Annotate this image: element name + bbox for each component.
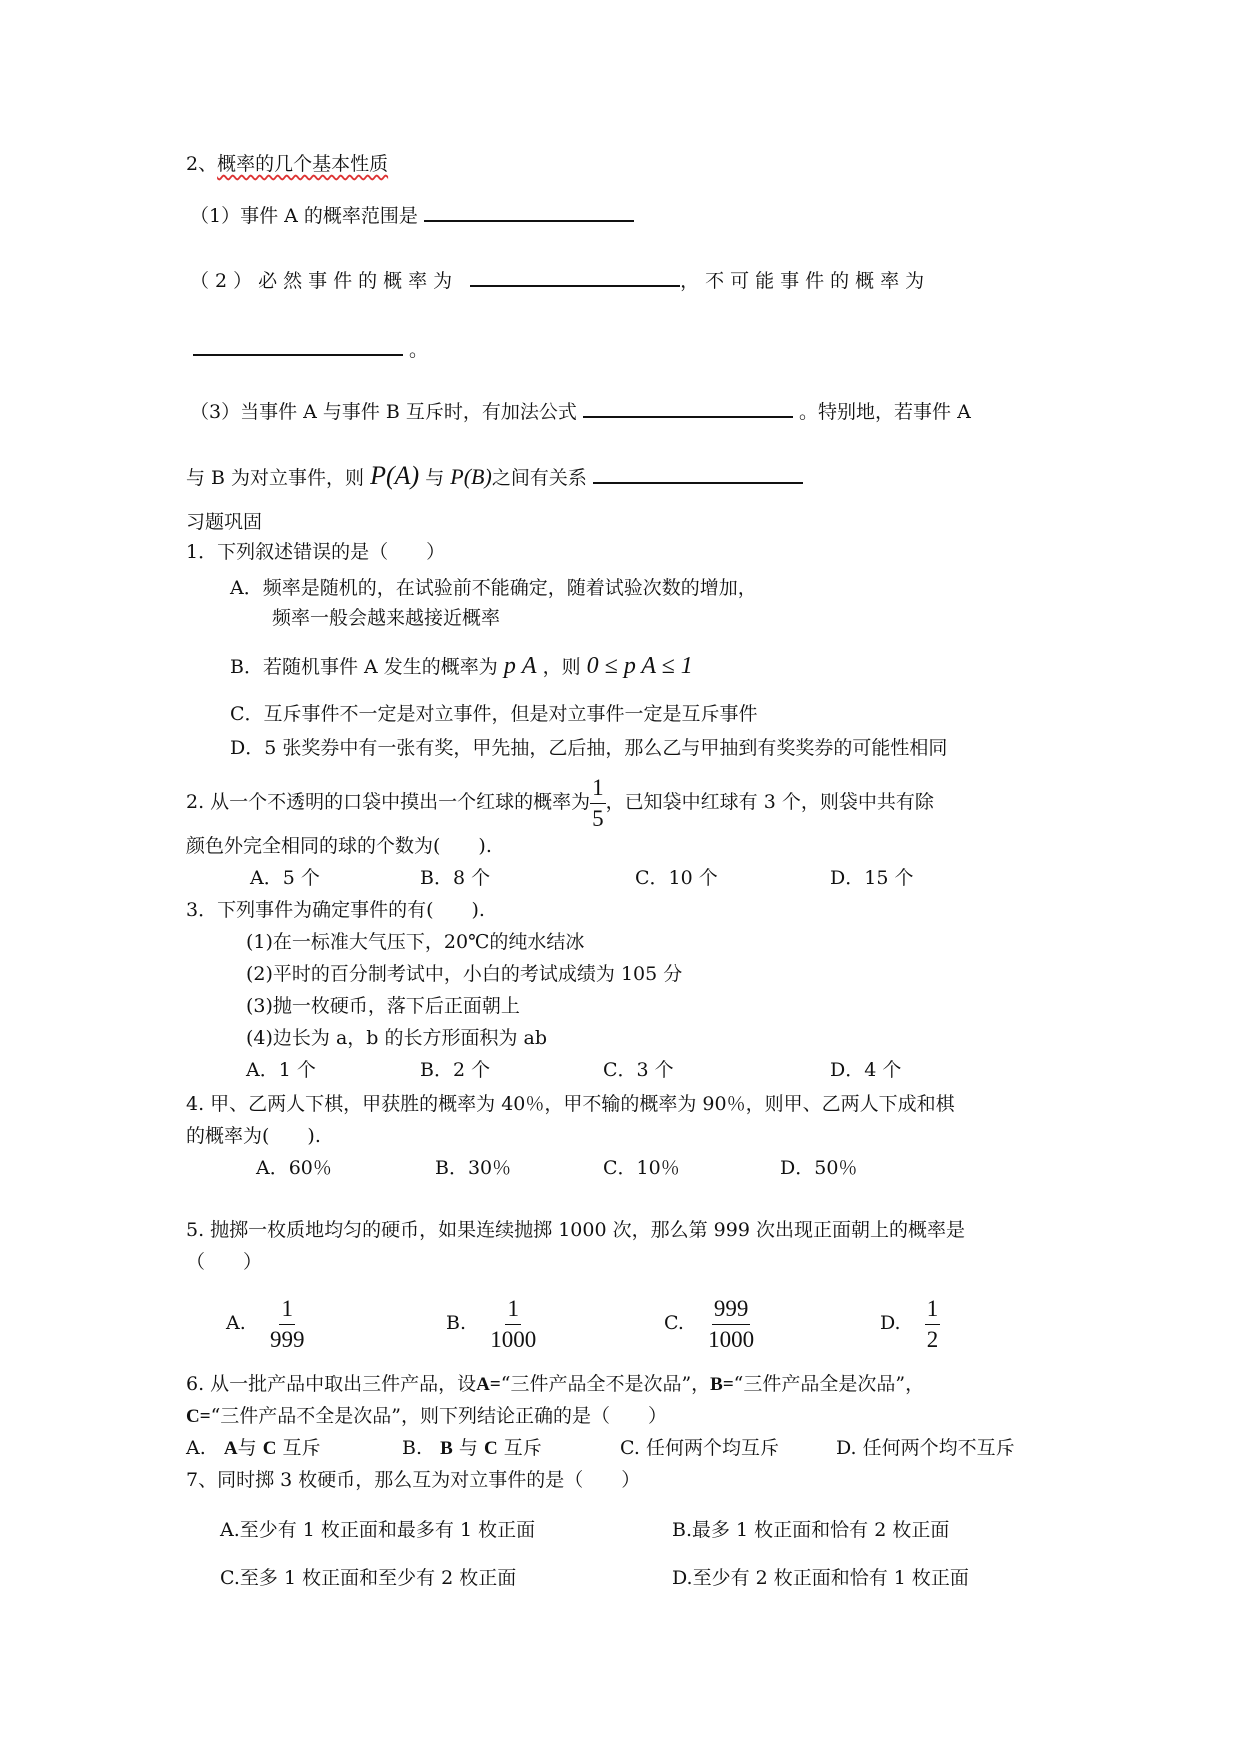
q1-stem: 1．下列叙述错误的是（ ）	[186, 541, 446, 563]
q5-option-d: D. $\frac{1}{2}$	[880, 1290, 940, 1356]
formula-pb: P(B)	[450, 464, 492, 489]
q5-stem: 5. 抛掷一枚质地均匀的硬币，如果连续抛掷 1000 次，那么第 999 次出现正面朝上的概率是	[186, 1219, 965, 1241]
q4-option-b: B．30％	[435, 1157, 512, 1179]
q4-option-c: C．10％	[603, 1157, 680, 1179]
q7-option-c: C.至多 1 枚正面和至少有 2 枚正面	[220, 1567, 517, 1589]
q3-option-d: D．4 个	[830, 1059, 902, 1081]
q2-option-a: A．5 个	[250, 867, 320, 889]
q1-option-d: D．5 张奖券中有一张有奖，甲先抽，乙后抽，那么乙与甲抽到有奖奖券的可能性相同	[230, 737, 948, 759]
q3-option-c: C．3 个	[603, 1059, 674, 1081]
answer-blank	[193, 334, 403, 356]
property-2: （2）必然事件的概率为 ，不可能事件的概率为	[190, 265, 930, 293]
q5-stem-continued: （ ）	[186, 1251, 263, 1273]
q5-option-a: A. $\frac{1}{999}$	[226, 1290, 304, 1356]
q2-option-d: D．15 个	[830, 867, 914, 889]
formula-pa: P(A)	[370, 461, 420, 490]
property-4: 与 B 为对立事件，则 P(A) 与 P(B)之间有关系	[186, 462, 803, 490]
q7-option-a: A.至少有 1 枚正面和最多有 1 枚正面	[220, 1519, 536, 1541]
section-number: 2、	[186, 153, 218, 175]
q3-option-b: B．2 个	[420, 1059, 491, 1081]
q7-stem: 7、同时掷 3 枚硬币，那么互为对立事件的是（ ）	[186, 1469, 641, 1491]
q4-stem: 4. 甲、乙两人下棋，甲获胜的概率为 40％，甲不输的概率为 90％，则甲、乙两人下成和棋	[186, 1093, 955, 1115]
q6-stem: 6. 从一批产品中取出三件产品，设A=“三件产品全不是次品”，B=“三件产品全是次品”，	[186, 1373, 925, 1395]
q3-item-4: (4)边长为 a，b 的长方形面积为 ab	[246, 1027, 548, 1049]
q2-stem: 2. 从一个不透明的口袋中摸出一个红球的概率为 $\frac{1}{5}$ ，已知袋中红球有 3 个，则袋中共有除	[186, 772, 934, 834]
property-1: （1）事件 A 的概率范围是	[190, 200, 634, 228]
q6-option-c: C. 任何两个均互斥	[620, 1437, 779, 1459]
q4-stem-continued: 的概率为( ).	[186, 1125, 321, 1147]
answer-blank	[470, 265, 680, 287]
section-title-text: 概率的几个基本性质	[217, 153, 389, 175]
q3-option-a: A．1 个	[246, 1059, 316, 1081]
section-title	[186, 152, 388, 176]
q6-stem-continued: C=“三件产品不全是次品”，则下列结论正确的是（ ）	[186, 1405, 667, 1427]
inequality: 0 ≤ p A ≤ 1	[586, 653, 693, 679]
q7-option-b: B.最多 1 枚正面和恰有 2 枚正面	[672, 1519, 950, 1541]
fraction: $\frac{1}{1000}$	[490, 1295, 537, 1352]
q3-item-3: (3)抛一枚硬币，落下后正面朝上	[246, 995, 520, 1017]
fraction: $\frac{1}{2}$	[926, 1295, 939, 1352]
fraction: $\frac{1}{5}$	[592, 774, 604, 831]
property-3: （3）当事件 A 与事件 B 互斥时，有加法公式 。特别地，若事件 A	[190, 396, 971, 424]
answer-blank	[583, 396, 793, 418]
q3-stem: 3．下列事件为确定事件的有( ).	[186, 899, 485, 921]
q1-option-b: B．若随机事件 A 发生的概率为 p A ，则 0 ≤ p A ≤ 1	[230, 653, 693, 679]
q6-option-d: D. 任何两个均不互斥	[836, 1437, 1015, 1459]
q6-option-b: B. B 与 C 互斥	[402, 1437, 542, 1459]
answer-blank	[424, 200, 634, 222]
exercise-title: 习题巩固	[186, 511, 263, 533]
q2-option-b: B．8 个	[420, 867, 491, 889]
q7-option-d: D.至少有 2 枚正面和恰有 1 枚正面	[672, 1567, 969, 1589]
q1-option-a-continued: 频率一般会越来越接近概率	[272, 607, 501, 629]
answer-blank	[593, 462, 803, 484]
q3-item-1: (1)在一标准大气压下，20℃的纯水结冰	[246, 931, 585, 953]
q5-option-c: C. $\frac{999}{1000}$	[664, 1290, 754, 1356]
fraction: $\frac{999}{1000}$	[708, 1295, 755, 1352]
q1-option-c: C．互斥事件不一定是对立事件，但是对立事件一定是互斥事件	[230, 703, 758, 725]
property-2-continued: 。	[193, 334, 428, 362]
q6-option-a: A. A与 C 互斥	[186, 1437, 321, 1459]
q2-stem-continued: 颜色外完全相同的球的个数为( ).	[186, 835, 492, 857]
q1-option-a: A．频率是随机的，在试验前不能确定，随着试验次数的增加，	[230, 577, 757, 599]
q4-option-d: D．50％	[780, 1157, 858, 1179]
q3-item-2: (2)平时的百分制考试中，小白的考试成绩为 105 分	[246, 963, 683, 985]
q4-option-a: A．60％	[256, 1157, 332, 1179]
q5-option-b: B. $\frac{1}{1000}$	[446, 1290, 536, 1356]
q2-option-c: C．10 个	[635, 867, 718, 889]
fraction: $\frac{1}{999}$	[269, 1295, 305, 1352]
